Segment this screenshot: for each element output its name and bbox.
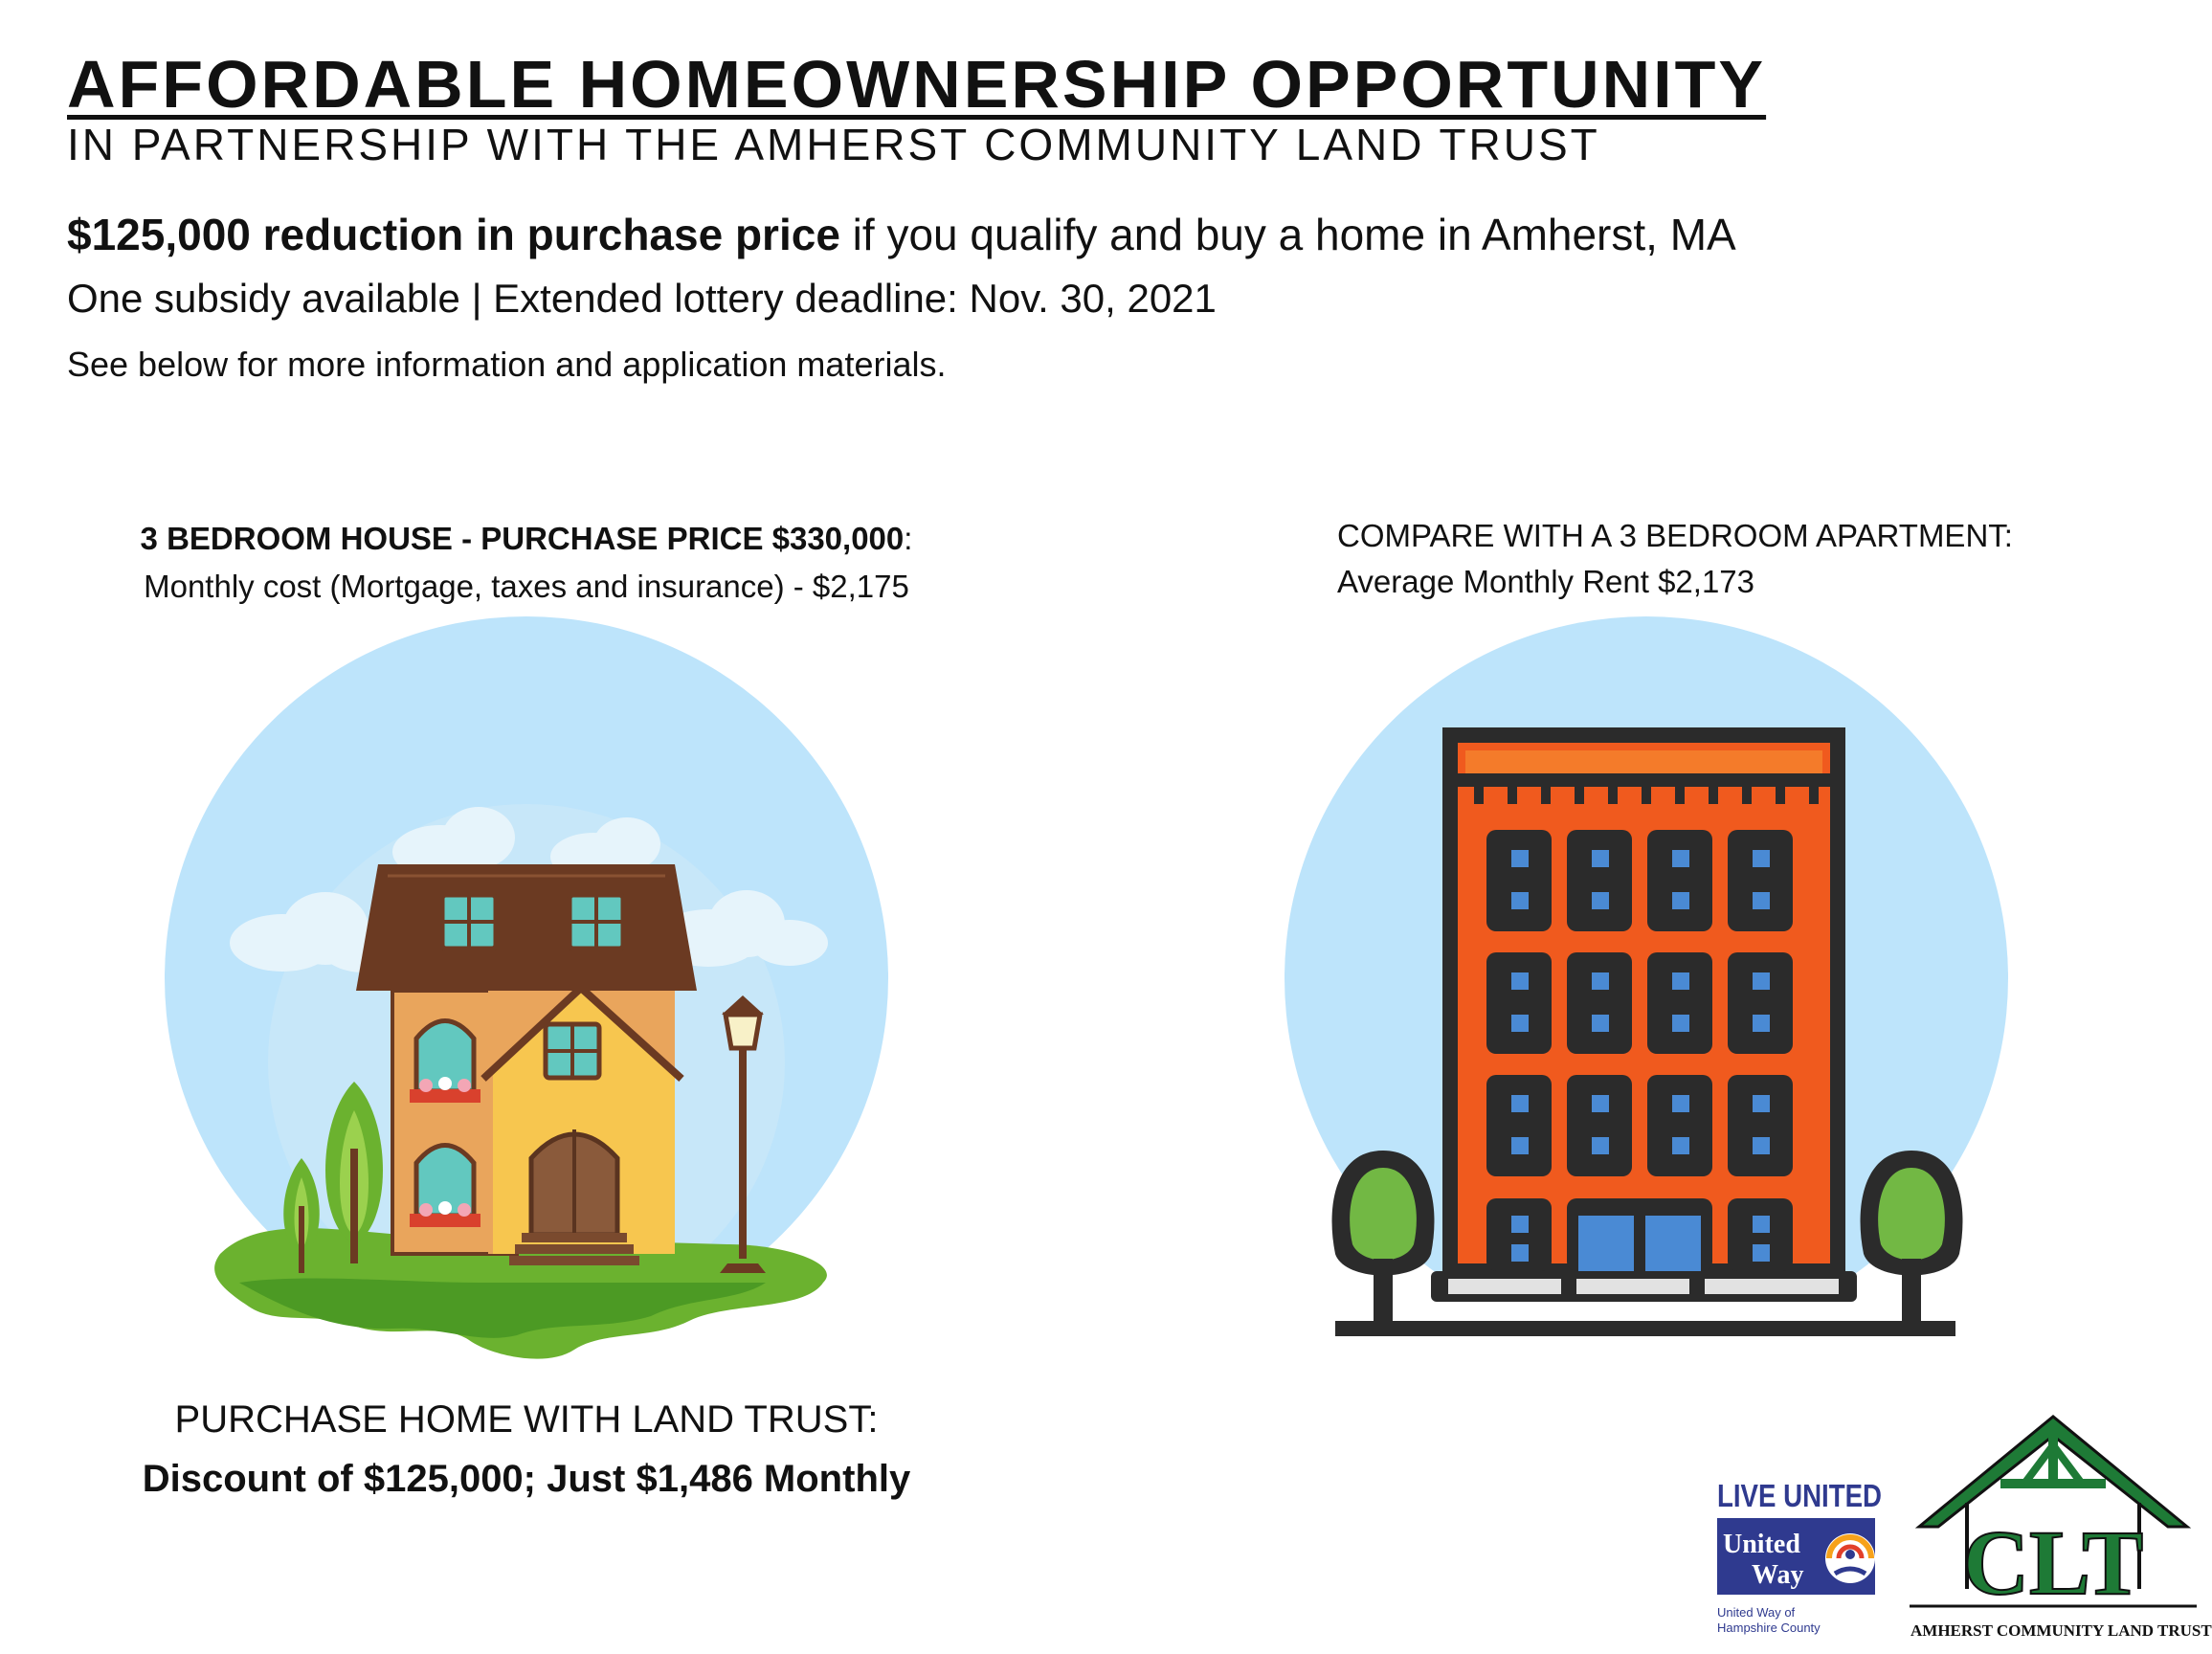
apartment-heading-block — [1337, 513, 2013, 605]
house-heading: 3 BEDROOM HOUSE - PURCHASE PRICE $330,000 — [140, 521, 905, 556]
way-text: Way — [1752, 1560, 1804, 1590]
house-monthly-cost: Monthly cost (Mortgage, taxes and insurance) - $2,175 — [144, 569, 909, 604]
united-way-hand-icon — [1825, 1533, 1875, 1583]
clt-letters: CLT — [1962, 1511, 2144, 1614]
offer-highlight: $125,000 reduction in purchase price — [67, 210, 840, 259]
live-united-text: LIVE UNITED — [1717, 1478, 1882, 1513]
offer-line — [67, 209, 1736, 260]
clt-logo — [1910, 1407, 2197, 1620]
united-way-org-line1: United Way of — [1717, 1605, 1796, 1620]
house-illustration — [153, 613, 900, 1378]
apartment-heading: COMPARE WITH A 3 BEDROOM APARTMENT: — [1337, 518, 2013, 553]
land-trust-block — [115, 1390, 938, 1509]
house-heading-block — [115, 515, 938, 611]
apartment-building-illustration — [1278, 613, 2015, 1359]
united-text: United — [1723, 1530, 1800, 1559]
deadline-line: One subsidy available | Extended lottery deadline: Nov. 30, 2021 — [67, 276, 1217, 321]
offer-rest: if you qualify and buy a home in Amherst, MA — [839, 210, 1736, 259]
united-way-logo — [1713, 1470, 1890, 1641]
page-title: AFFORDABLE HOMEOWNERSHIP OPPORTUNITY — [67, 47, 1767, 122]
house-heading-colon: : — [904, 521, 913, 556]
page-subtitle: IN PARTNERSHIP WITH THE AMHERST COMMUNITY LAND TRUST — [67, 120, 1600, 169]
united-way-org-line2: Hampshire County — [1717, 1620, 1821, 1635]
land-trust-heading: PURCHASE HOME WITH LAND TRUST: — [174, 1398, 879, 1441]
roof-icon — [356, 864, 697, 991]
land-trust-discount: Discount of $125,000; Just $1,486 Monthly — [142, 1458, 911, 1500]
more-info-line: See below for more information and application materials. — [67, 345, 947, 384]
clt-org-name: AMHERST COMMUNITY LAND TRUST — [1910, 1621, 2212, 1640]
apartment-rent: Average Monthly Rent $2,173 — [1337, 564, 1755, 599]
